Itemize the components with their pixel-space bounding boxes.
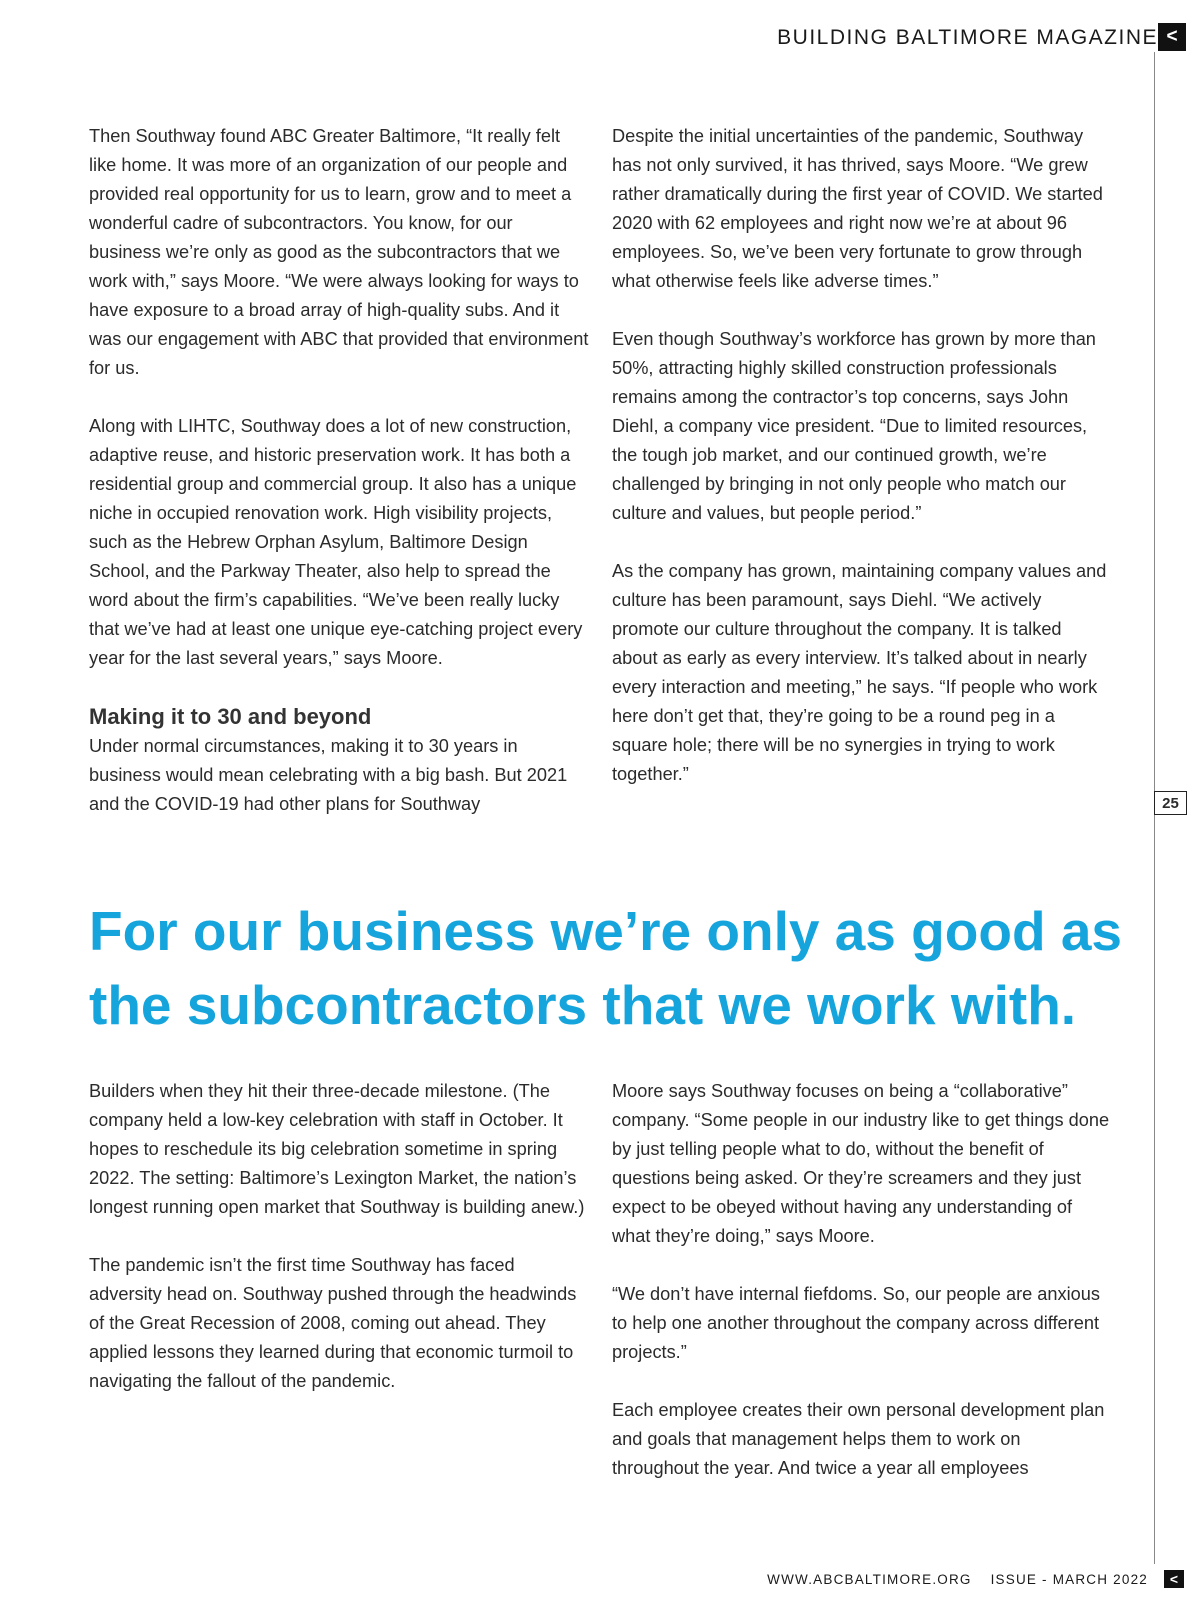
back-arrow-icon[interactable]: <	[1164, 1570, 1184, 1588]
paragraph: Then Southway found ABC Greater Baltimore, “It really felt like home. It was more of an organization of our people and provided real opportunity for us to learn, grow and to meet a wonderful cadre of subcontractors. You know, for our business we’re only as good as the subcontractors that we work with,” says Moore. “We were always looking for ways to have exposure to a broad array of high-quality subs. And it was our engagement with ABC that provided that environment for us.	[89, 126, 589, 378]
paragraph: Under normal circumstances, making it to 30 years in business would mean celebrating with a big bash. But 2021 and the COVID-19 had other plans for Southway	[89, 736, 568, 814]
column-right-top	[612, 122, 1112, 789]
paragraph: Along with LIHTC, Southway does a lot of new construction, adaptive reuse, and historic preservation work. It has both a residential group and commercial group. It also has a unique niche in occupied renovation work. High visibility projects, such as the Hebrew Orphan Asylum, Baltimore Design School, and the Parkway Theater, also help to spread the word about the firm’s capabilities. “We’ve been really lucky that we’ve had at least one unique eye-catching project every year for the last several years,” says Moore.	[89, 416, 583, 668]
paragraph: Despite the initial uncertainties of the pandemic, Southway has not only survived, it has thrived, says Moore. “We grew rather dramatically during the first year of COVID. We started 2020 with 62 employees and right now we’re at about 96 employees. So, we’ve been very fortunate to grow through what otherwise feels like adverse times.”	[612, 126, 1103, 291]
paragraph: Each employee creates their own personal development plan and goals that management helps them to work on throughout the year. And twice a year all employees	[612, 1400, 1105, 1478]
paragraph: As the company has grown, maintaining company values and culture has been paramount, says Diehl. “We actively promote our culture throughout the company. It is talked about as early as every interview. It’s talked about in nearly every interaction and meeting,” he says. “If people who work here don’t get that, they’re going to be a round peg in a square hole; there will be no synergies in trying to work together.”	[612, 561, 1107, 784]
footer-website-link[interactable]: WWW.ABCBALTIMORE.ORG	[767, 1572, 972, 1587]
paragraph: Even though Southway’s workforce has grown by more than 50%, attracting highly skilled construction professionals remains among the contractor’s top concerns, says John Diehl, a company vice president. “Due to limited resources, the tough job market, and our continued growth, we’re challenged by bringing in not only people who match our culture and values, but people period.”	[612, 329, 1096, 523]
section-subheading: Making it to 30 and beyond	[89, 704, 372, 729]
back-arrow-icon[interactable]: <	[1158, 23, 1186, 51]
paragraph: Builders when they hit their three-decade milestone. (The company held a low-key celebration with staff in October. It hopes to reschedule its big celebration sometime in spring 2022. The setting: Baltimore’s Lexington Market, the nation’s longest running open market that Southway is building anew.)	[89, 1081, 585, 1217]
paragraph: “We don’t have internal fiefdoms. So, our people are anxious to help one another throughout the company across different projects.”	[612, 1284, 1100, 1362]
column-left-bottom	[89, 1077, 589, 1396]
footer	[767, 1572, 1148, 1587]
column-left-top	[89, 122, 589, 819]
magazine-title: BUILDING BALTIMORE MAGAZINE	[777, 26, 1158, 49]
paragraph: Moore says Southway focuses on being a “collaborative” company. “Some people in our industry like to get things done by just telling people what to do, without the benefit of questions being asked. Or they’re screamers and they just expect to be obeyed without having any understanding of what they’re doing,” says Moore.	[612, 1081, 1110, 1246]
footer-issue: ISSUE - MARCH 2022	[990, 1572, 1148, 1587]
page-number: 25	[1154, 791, 1187, 815]
pull-quote: For our business we’re only as good as the subcontractors that we work with.	[89, 900, 1123, 1036]
column-right-bottom	[612, 1077, 1112, 1483]
paragraph: The pandemic isn’t the first time Southway has faced adversity head on. Southway pushed through the headwinds of the Great Recession of 2008, coming out ahead. They applied lessons they learned during that economic turmoil to navigating the fallout of the pandemic.	[89, 1255, 577, 1391]
